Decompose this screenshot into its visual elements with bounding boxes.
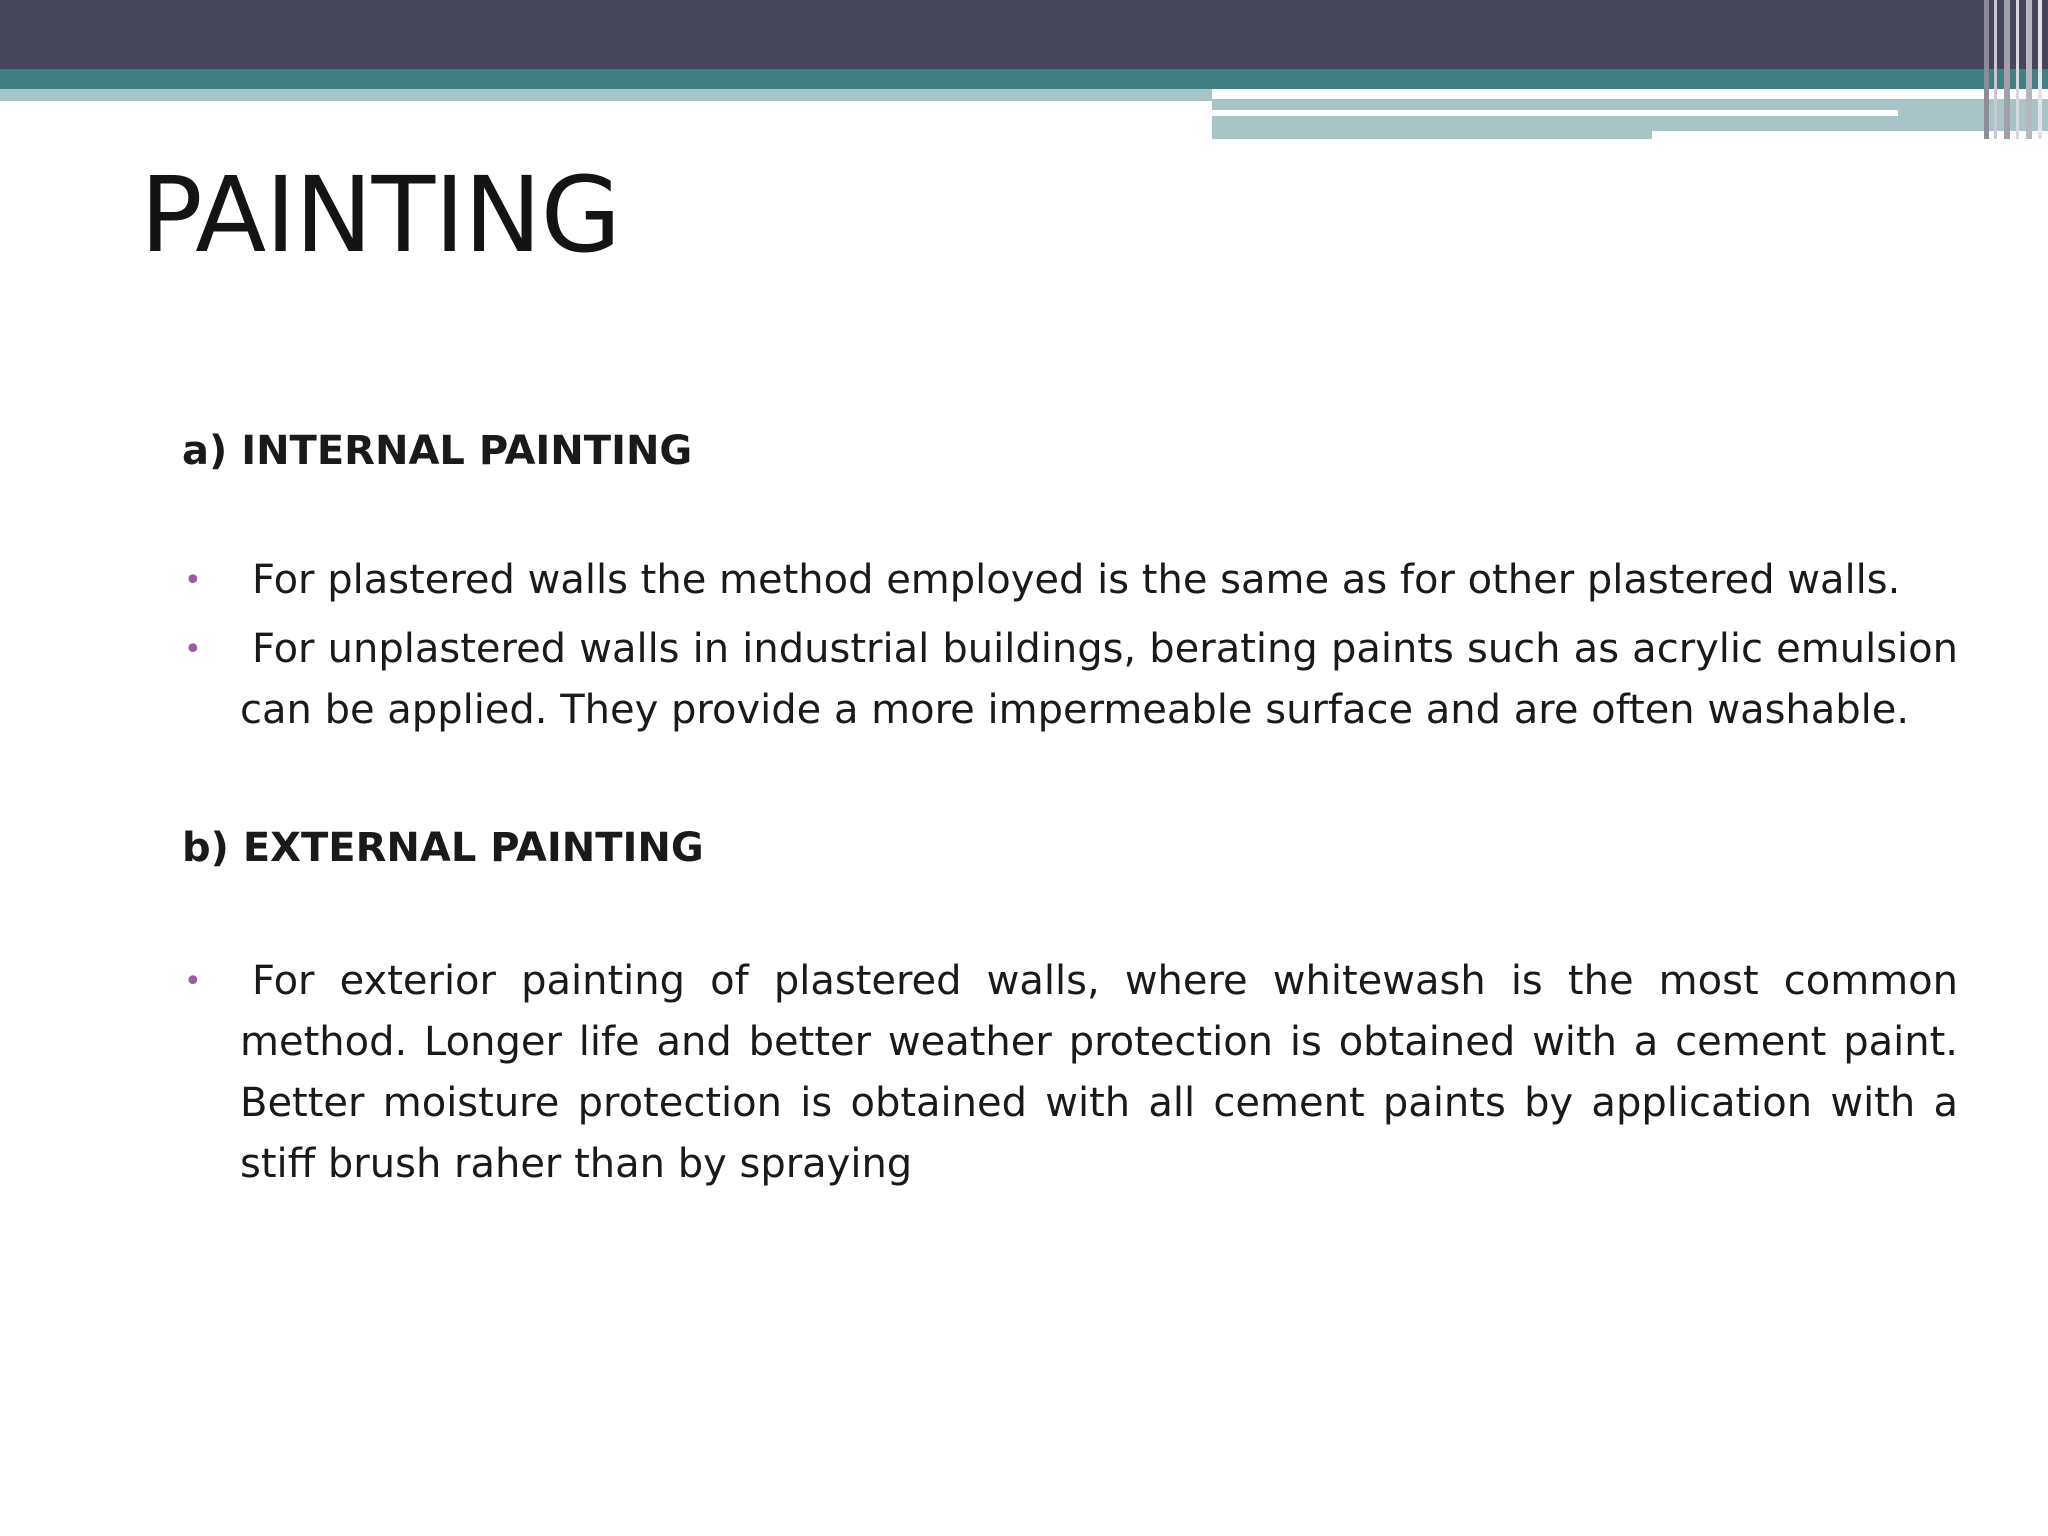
bullet-list-internal xyxy=(182,550,1958,741)
bullet-text: For unplastered walls in industrial buildings, berating paints such as acrylic emulsion can be applied. They provide a more impermeable surface and are often washable. xyxy=(240,626,1958,733)
slide-body xyxy=(182,420,1958,1203)
bullet-text: For exterior painting of plastered walls, where whitewash is the most common method. Longer life and better weather protection is obtained with a cement paint. Better moisture protection is obtained with all cement paints by application with a stiff brush raher than by spraying xyxy=(240,958,1958,1187)
header-stripe xyxy=(2026,0,2032,139)
bullet-icon: • xyxy=(184,632,202,667)
header-dark-bar xyxy=(0,0,2048,69)
bullet-item xyxy=(182,951,1958,1195)
header-stripe xyxy=(2016,0,2019,139)
bullet-icon: • xyxy=(184,563,202,598)
bullet-item xyxy=(182,550,1958,611)
section-heading-internal: a) INTERNAL PAINTING xyxy=(182,428,693,474)
header-light-band-left xyxy=(0,89,1212,101)
bullet-icon: • xyxy=(184,964,202,999)
header-stripe xyxy=(1984,0,1989,139)
header-teal-band xyxy=(0,69,2048,89)
header-stripe xyxy=(2004,0,2010,139)
header-stripe xyxy=(2038,0,2042,139)
section-heading-external: b) EXTERNAL PAINTING xyxy=(182,825,704,871)
bullet-text: For plastered walls the method employed is the same as for other plastered walls. xyxy=(252,557,1901,603)
header-accent-line xyxy=(1212,110,1898,116)
slide-title: PAINTING xyxy=(140,154,621,276)
bullet-item xyxy=(182,619,1958,741)
header-stripe xyxy=(1994,0,1997,139)
bullet-list-external xyxy=(182,951,1958,1195)
